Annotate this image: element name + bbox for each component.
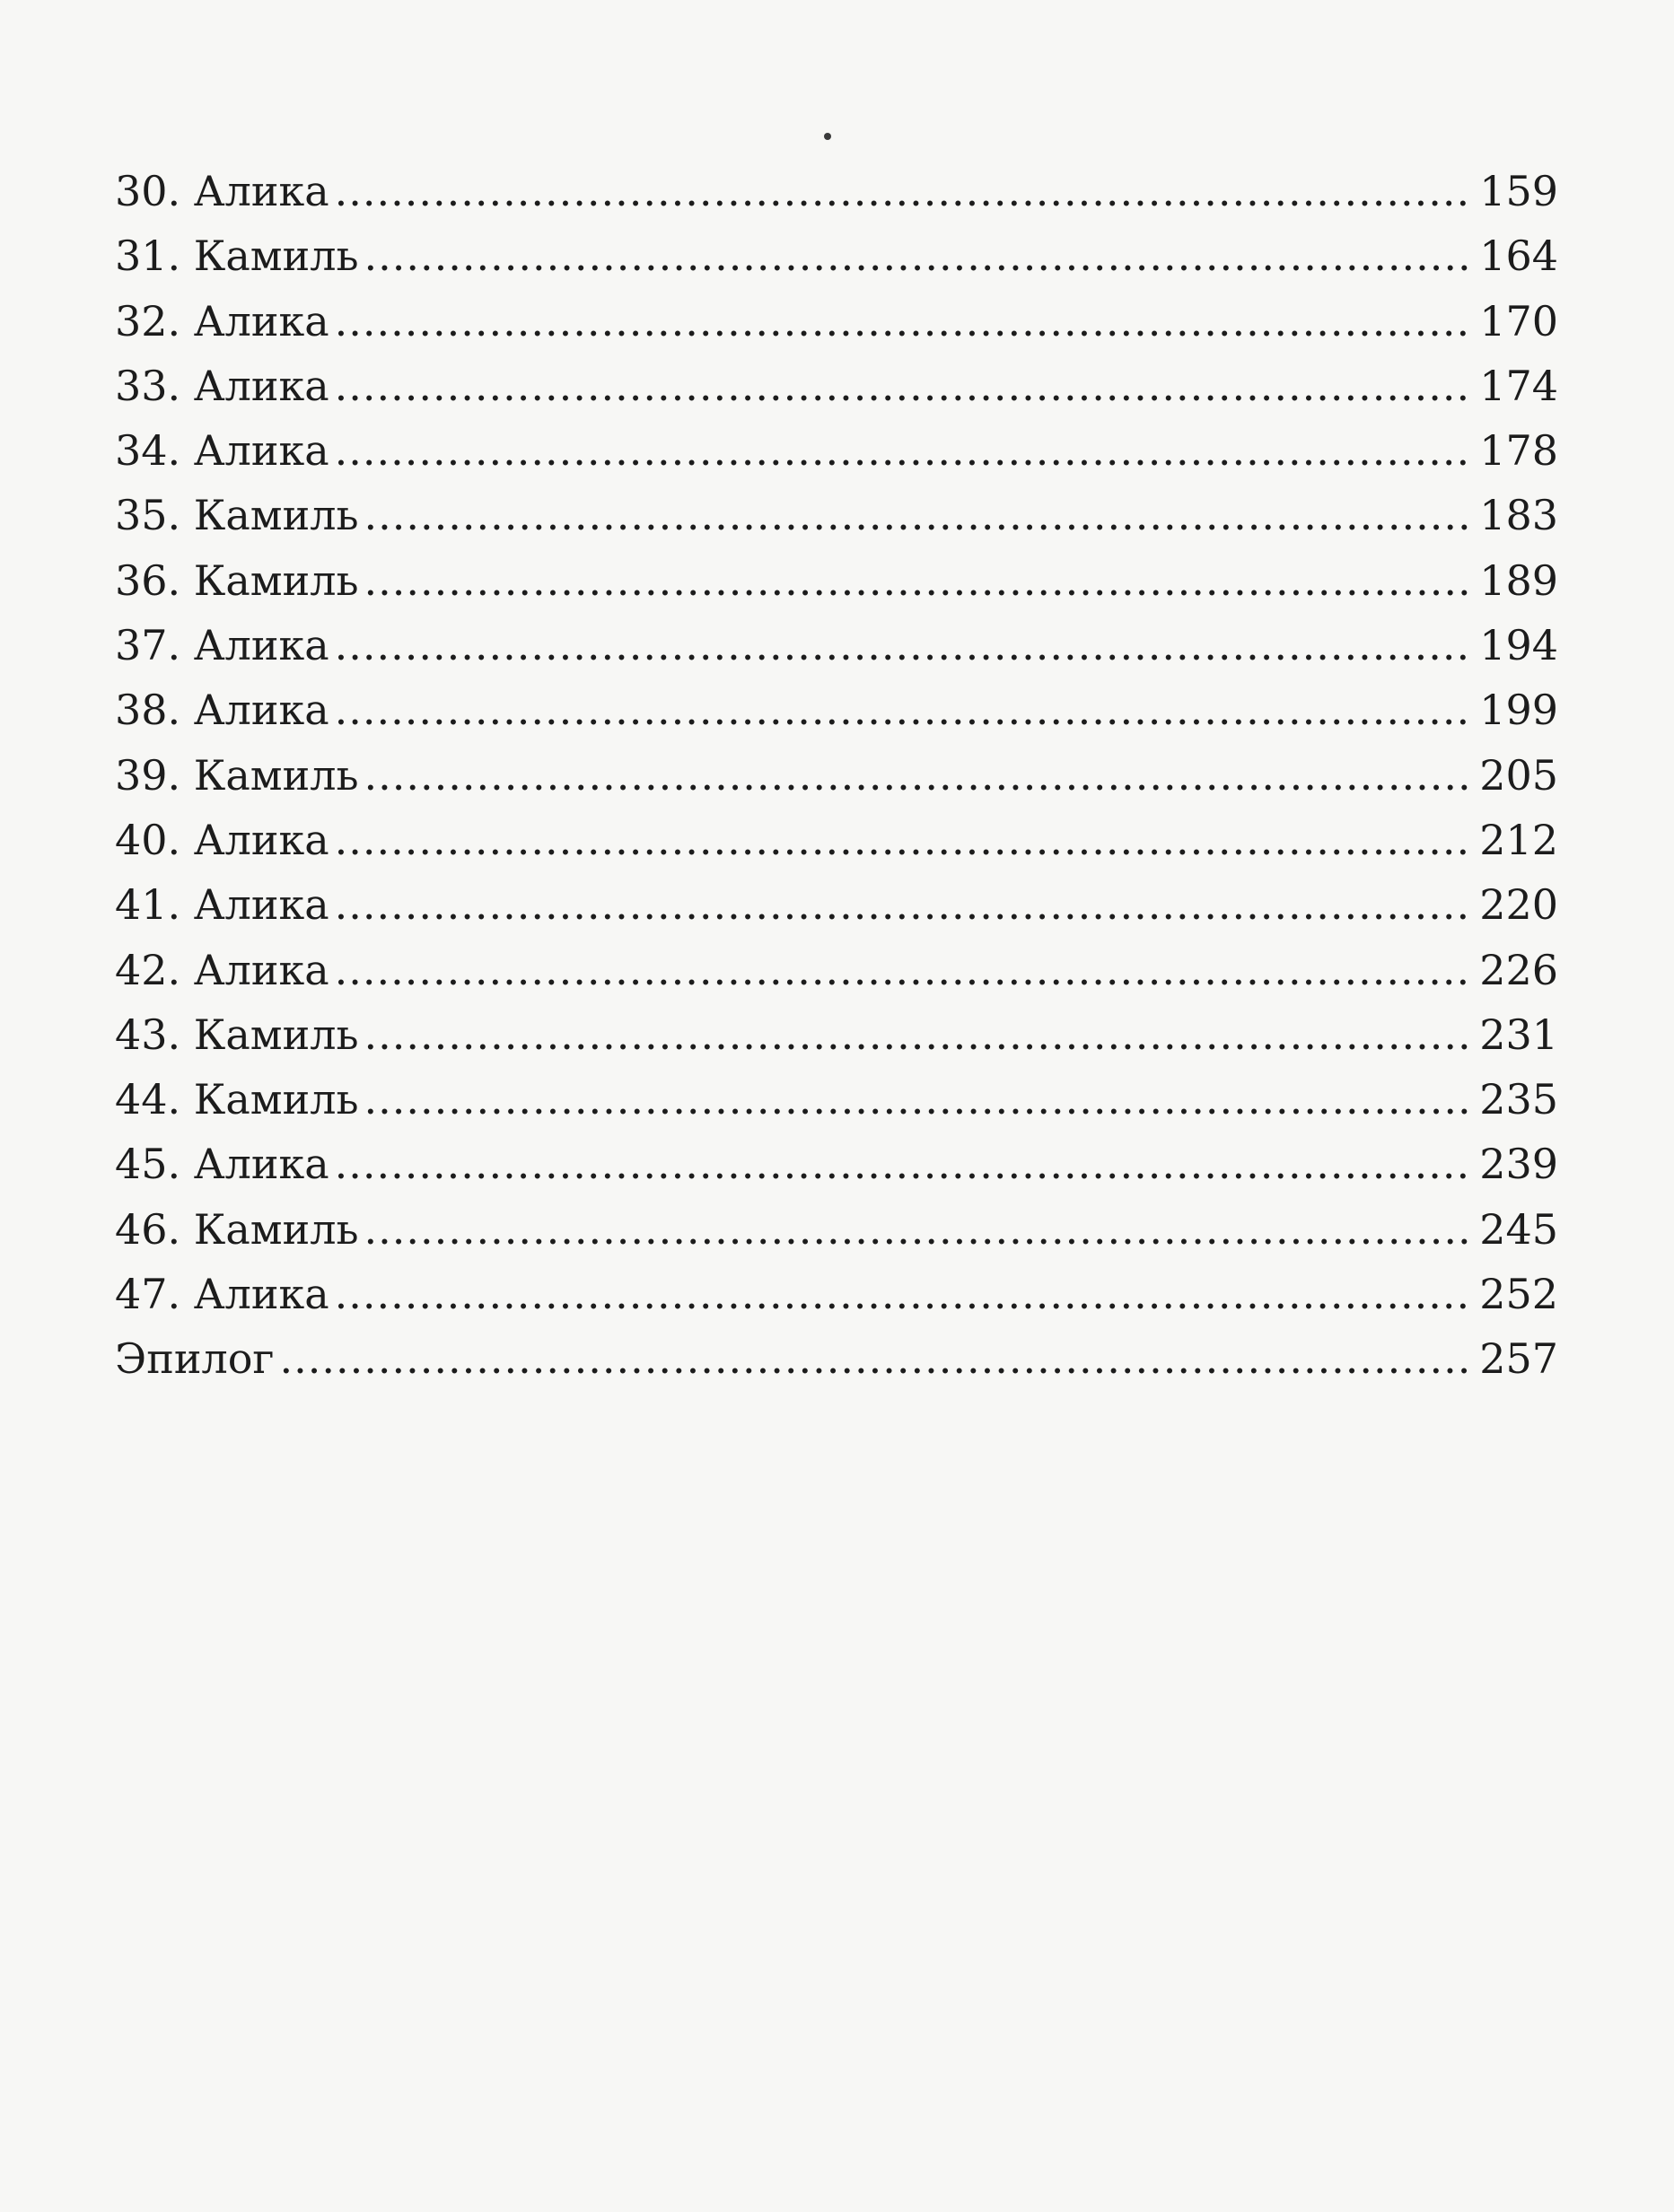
toc-leader-dots <box>335 621 1473 669</box>
table-of-contents <box>115 167 1558 1400</box>
toc-entry-title: 45. Алика <box>115 1140 329 1189</box>
toc-leader-dots <box>280 1334 1473 1383</box>
toc-leader-dots <box>364 232 1473 280</box>
toc-entry-page: 205 <box>1479 750 1558 800</box>
toc-entry[interactable] <box>115 426 1558 491</box>
toc-entry-page: 212 <box>1479 815 1558 864</box>
toc-leader-dots <box>364 1010 1473 1059</box>
toc-leader-dots <box>364 1205 1473 1254</box>
toc-entry-title: 37. Алика <box>115 621 329 670</box>
toc-entry[interactable] <box>115 491 1558 555</box>
toc-entry-page: 226 <box>1479 945 1558 994</box>
toc-entry-title: 46. Камиль <box>115 1204 359 1254</box>
toc-entry-title: 42. Алика <box>115 945 329 994</box>
toc-entry[interactable] <box>115 1075 1558 1140</box>
toc-entry[interactable] <box>115 232 1558 296</box>
toc-entry-page: 183 <box>1479 491 1558 540</box>
toc-entry[interactable] <box>115 1270 1558 1334</box>
toc-entry-page: 170 <box>1479 296 1558 345</box>
toc-leader-dots <box>335 426 1473 475</box>
toc-entry-page: 239 <box>1479 1140 1558 1189</box>
toc-entry[interactable] <box>115 751 1558 816</box>
toc-leader-dots <box>335 946 1473 994</box>
toc-entry-title: 31. Камиль <box>115 232 359 281</box>
toc-entry[interactable] <box>115 362 1558 426</box>
toc-entry-title: 34. Алика <box>115 426 329 476</box>
toc-entry[interactable] <box>115 167 1558 232</box>
toc-leader-dots <box>364 491 1473 539</box>
toc-entry[interactable] <box>115 880 1558 945</box>
toc-leader-dots <box>335 362 1473 410</box>
toc-entry[interactable] <box>115 1205 1558 1270</box>
toc-entry-title: 39. Камиль <box>115 750 359 800</box>
toc-entry-page: 257 <box>1479 1334 1558 1384</box>
toc-entry-title: 32. Алика <box>115 296 329 345</box>
toc-entry-page: 231 <box>1479 1010 1558 1059</box>
toc-entry-title: 33. Алика <box>115 361 329 410</box>
toc-entry[interactable] <box>115 686 1558 750</box>
toc-entry-title: 41. Алика <box>115 880 329 930</box>
toc-leader-dots <box>335 297 1473 345</box>
toc-entry-title: Эпилог <box>115 1334 275 1384</box>
toc-entry-page: 189 <box>1479 555 1558 605</box>
toc-entry-epilogue[interactable] <box>115 1334 1558 1399</box>
toc-entry-page: 159 <box>1479 167 1558 215</box>
toc-entry-page: 252 <box>1479 1270 1558 1319</box>
toc-entry-page: 194 <box>1479 621 1558 670</box>
toc-entry-title: 30. Алика <box>115 167 329 215</box>
toc-entry-page: 245 <box>1479 1204 1558 1254</box>
toc-leader-dots <box>335 686 1473 734</box>
toc-entry-title: 36. Камиль <box>115 555 359 605</box>
toc-entry[interactable] <box>115 1140 1558 1204</box>
toc-entry[interactable] <box>115 621 1558 686</box>
toc-entry-title: 38. Алика <box>115 686 329 735</box>
toc-leader-dots <box>364 1075 1473 1123</box>
toc-entry-title: 44. Камиль <box>115 1075 359 1124</box>
toc-entry[interactable] <box>115 946 1558 1010</box>
toc-entry[interactable] <box>115 297 1558 362</box>
toc-entry[interactable] <box>115 816 1558 880</box>
toc-entry-page: 220 <box>1479 880 1558 930</box>
toc-entry[interactable] <box>115 1010 1558 1075</box>
toc-entry-title: 40. Алика <box>115 815 329 864</box>
toc-entry-title: 43. Камиль <box>115 1010 359 1059</box>
toc-entry-page: 199 <box>1479 686 1558 735</box>
toc-entry-page: 174 <box>1479 361 1558 410</box>
toc-leader-dots <box>335 167 1473 215</box>
toc-leader-dots <box>335 880 1473 929</box>
toc-entry-title: 47. Алика <box>115 1270 329 1319</box>
toc-leader-dots <box>335 1140 1473 1188</box>
page-speck <box>824 133 831 140</box>
toc-leader-dots <box>364 751 1473 800</box>
toc-leader-dots <box>335 816 1473 864</box>
toc-entry[interactable] <box>115 556 1558 621</box>
toc-leader-dots <box>364 556 1473 605</box>
toc-entry-title: 35. Камиль <box>115 491 359 540</box>
toc-entry-page: 178 <box>1479 426 1558 476</box>
toc-entry-page: 164 <box>1479 232 1558 281</box>
toc-leader-dots <box>335 1270 1473 1318</box>
toc-entry-page: 235 <box>1479 1075 1558 1124</box>
